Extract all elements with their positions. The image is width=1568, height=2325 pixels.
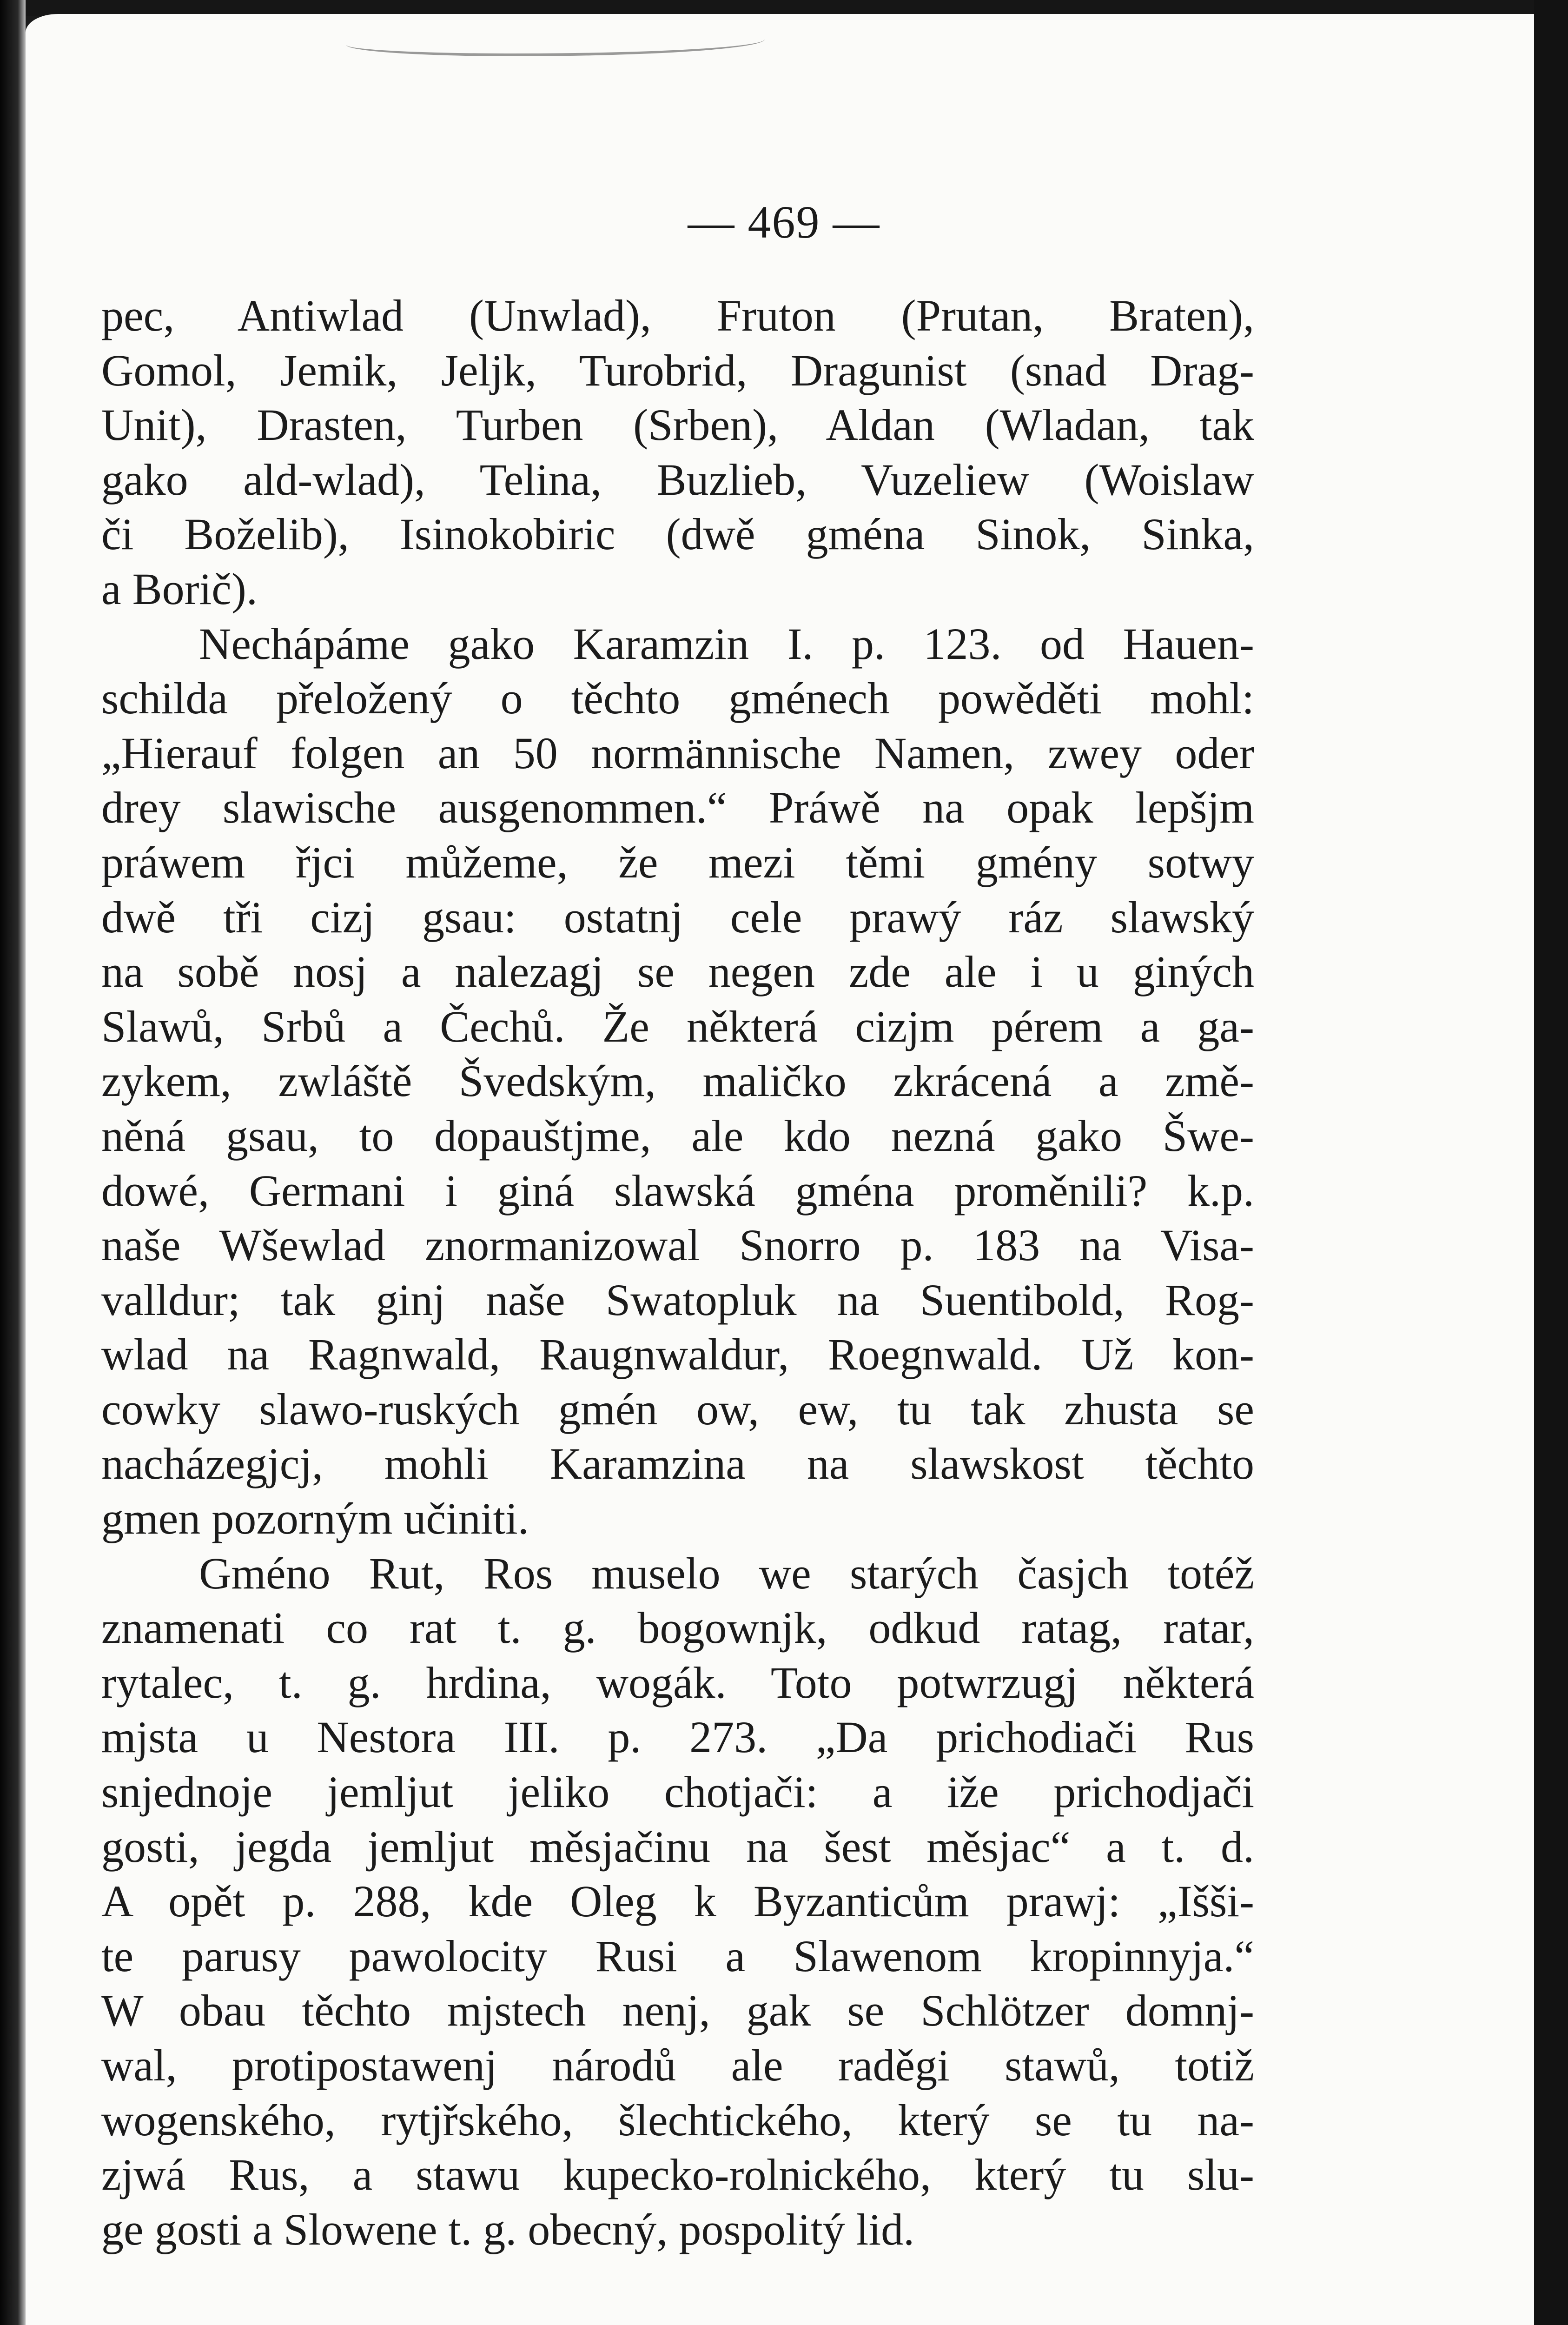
text-line: mjsta u Nestora III. p. 273. „Da prichodiači Rus	[101, 1712, 1254, 1762]
text-line: W obau těchto mjstech nenj, gak se Schlötzer domnj-	[101, 1986, 1254, 2036]
text-line: ge gosti a Slowene t. g. obecný, pospolitý lid.	[101, 2204, 915, 2254]
text-line: zjwá Rus, a stawu kupecko-rolnického, který tu slu-	[101, 2150, 1254, 2200]
text-line: „Hierauf folgen an 50 normännische Namen, zwey oder	[101, 728, 1254, 778]
text-line: naše Wšewlad znormanizowal Snorro p. 183 na Visa-	[101, 1220, 1254, 1270]
text-line: wlad na Ragnwald, Raugnwaldur, Roegnwald. Už kon-	[101, 1329, 1254, 1380]
text-line: práwem řjci můžeme, že mezi těmi gmény sotwy	[101, 837, 1254, 887]
text-line: wogenského, rytjřského, šlechtického, který se tu na-	[101, 2095, 1254, 2145]
scan-right-edge	[1534, 0, 1568, 2325]
text-line: něná gsau, to dopauštjme, ale kdo nezná gako Šwe-	[101, 1110, 1254, 1161]
text-line: A opět p. 288, kde Oleg k Byzanticům prawj: „Išši-	[101, 1876, 1254, 1926]
text-line: a Borič).	[101, 564, 258, 614]
text-line: valldur; tak ginj naše Swatopluk na Suentibold, Rog-	[101, 1275, 1254, 1325]
text-line: cowky slawo-ruských gmén ow, ew, tu tak zhusta se	[101, 1384, 1254, 1434]
text-line: Gomol, Jemik, Jeljk, Turobrid, Dragunist (snad Drag-	[101, 345, 1254, 395]
text-line: schilda přeložený o těchto gménech powěděti mohl:	[101, 673, 1254, 724]
text-line: gmen pozorným učiniti.	[101, 1494, 529, 1544]
page-fold-mark	[346, 28, 765, 56]
text-line: te parusy pawolocity Rusi a Slawenom kropinnyja.“	[101, 1931, 1254, 1981]
text-line: dowé, Germani i giná slawská gména proměnili? k.p.	[101, 1165, 1254, 1216]
text-line: Slawů, Srbů a Čechů. Že některá cizjm pérem a ga-	[101, 1001, 1254, 1051]
text-line: Gméno Rut, Ros muselo we starých časjch totéž	[199, 1548, 1254, 1598]
text-line: či Boželib), Isinokobiric (dwě gména Sinok, Sinka,	[101, 509, 1254, 559]
text-line: rytalec, t. g. hrdina, wogák. Toto potwrzugj některá	[101, 1657, 1254, 1707]
text-line: gosti, jegda jemljut měsjačinu na šest měsjac“ a t. d.	[101, 1821, 1254, 1872]
text-line: pec, Antiwlad (Unwlad), Fruton (Prutan, Braten),	[101, 291, 1254, 340]
text-line: na sobě nosj a nalezagj se negen zde ale i u giných	[101, 947, 1254, 997]
text-line: zykem, zwláště Švedským, maličko zkrácená a změ-	[101, 1056, 1254, 1106]
text-line: Unit), Drasten, Turben (Srben), Aldan (Wladan, tak	[101, 400, 1254, 450]
text-line: gako ald-wlad), Telina, Buzlieb, Vuzeliew (Woislaw	[101, 454, 1254, 505]
scan-left-edge	[0, 0, 26, 2325]
text-line: snjednoje jemljut jeliko chotjači: a iže prichodjači	[101, 1767, 1254, 1817]
page-number: — 469 —	[688, 196, 880, 248]
text-line: drey slawische ausgenommen.“ Práwě na opak lepšjm	[101, 783, 1254, 833]
text-line: znamenati co rat t. g. bogownjk, odkud ratag, ratar,	[101, 1603, 1254, 1653]
text-line: Nechápáme gako Karamzin I. p. 123. od Hauen-	[199, 618, 1254, 669]
text-line: wal, protipostawenj národů ale raděgi stawů, totiž	[101, 2040, 1254, 2090]
text-line: nacházegjcj, mohli Karamzina na slawskost těchto	[101, 1439, 1254, 1489]
body-text	[101, 288, 1254, 2257]
scan-top-edge	[0, 0, 1568, 16]
text-line: dwě tři cizj gsau: ostatnj cele prawý ráz slawský	[101, 892, 1254, 942]
